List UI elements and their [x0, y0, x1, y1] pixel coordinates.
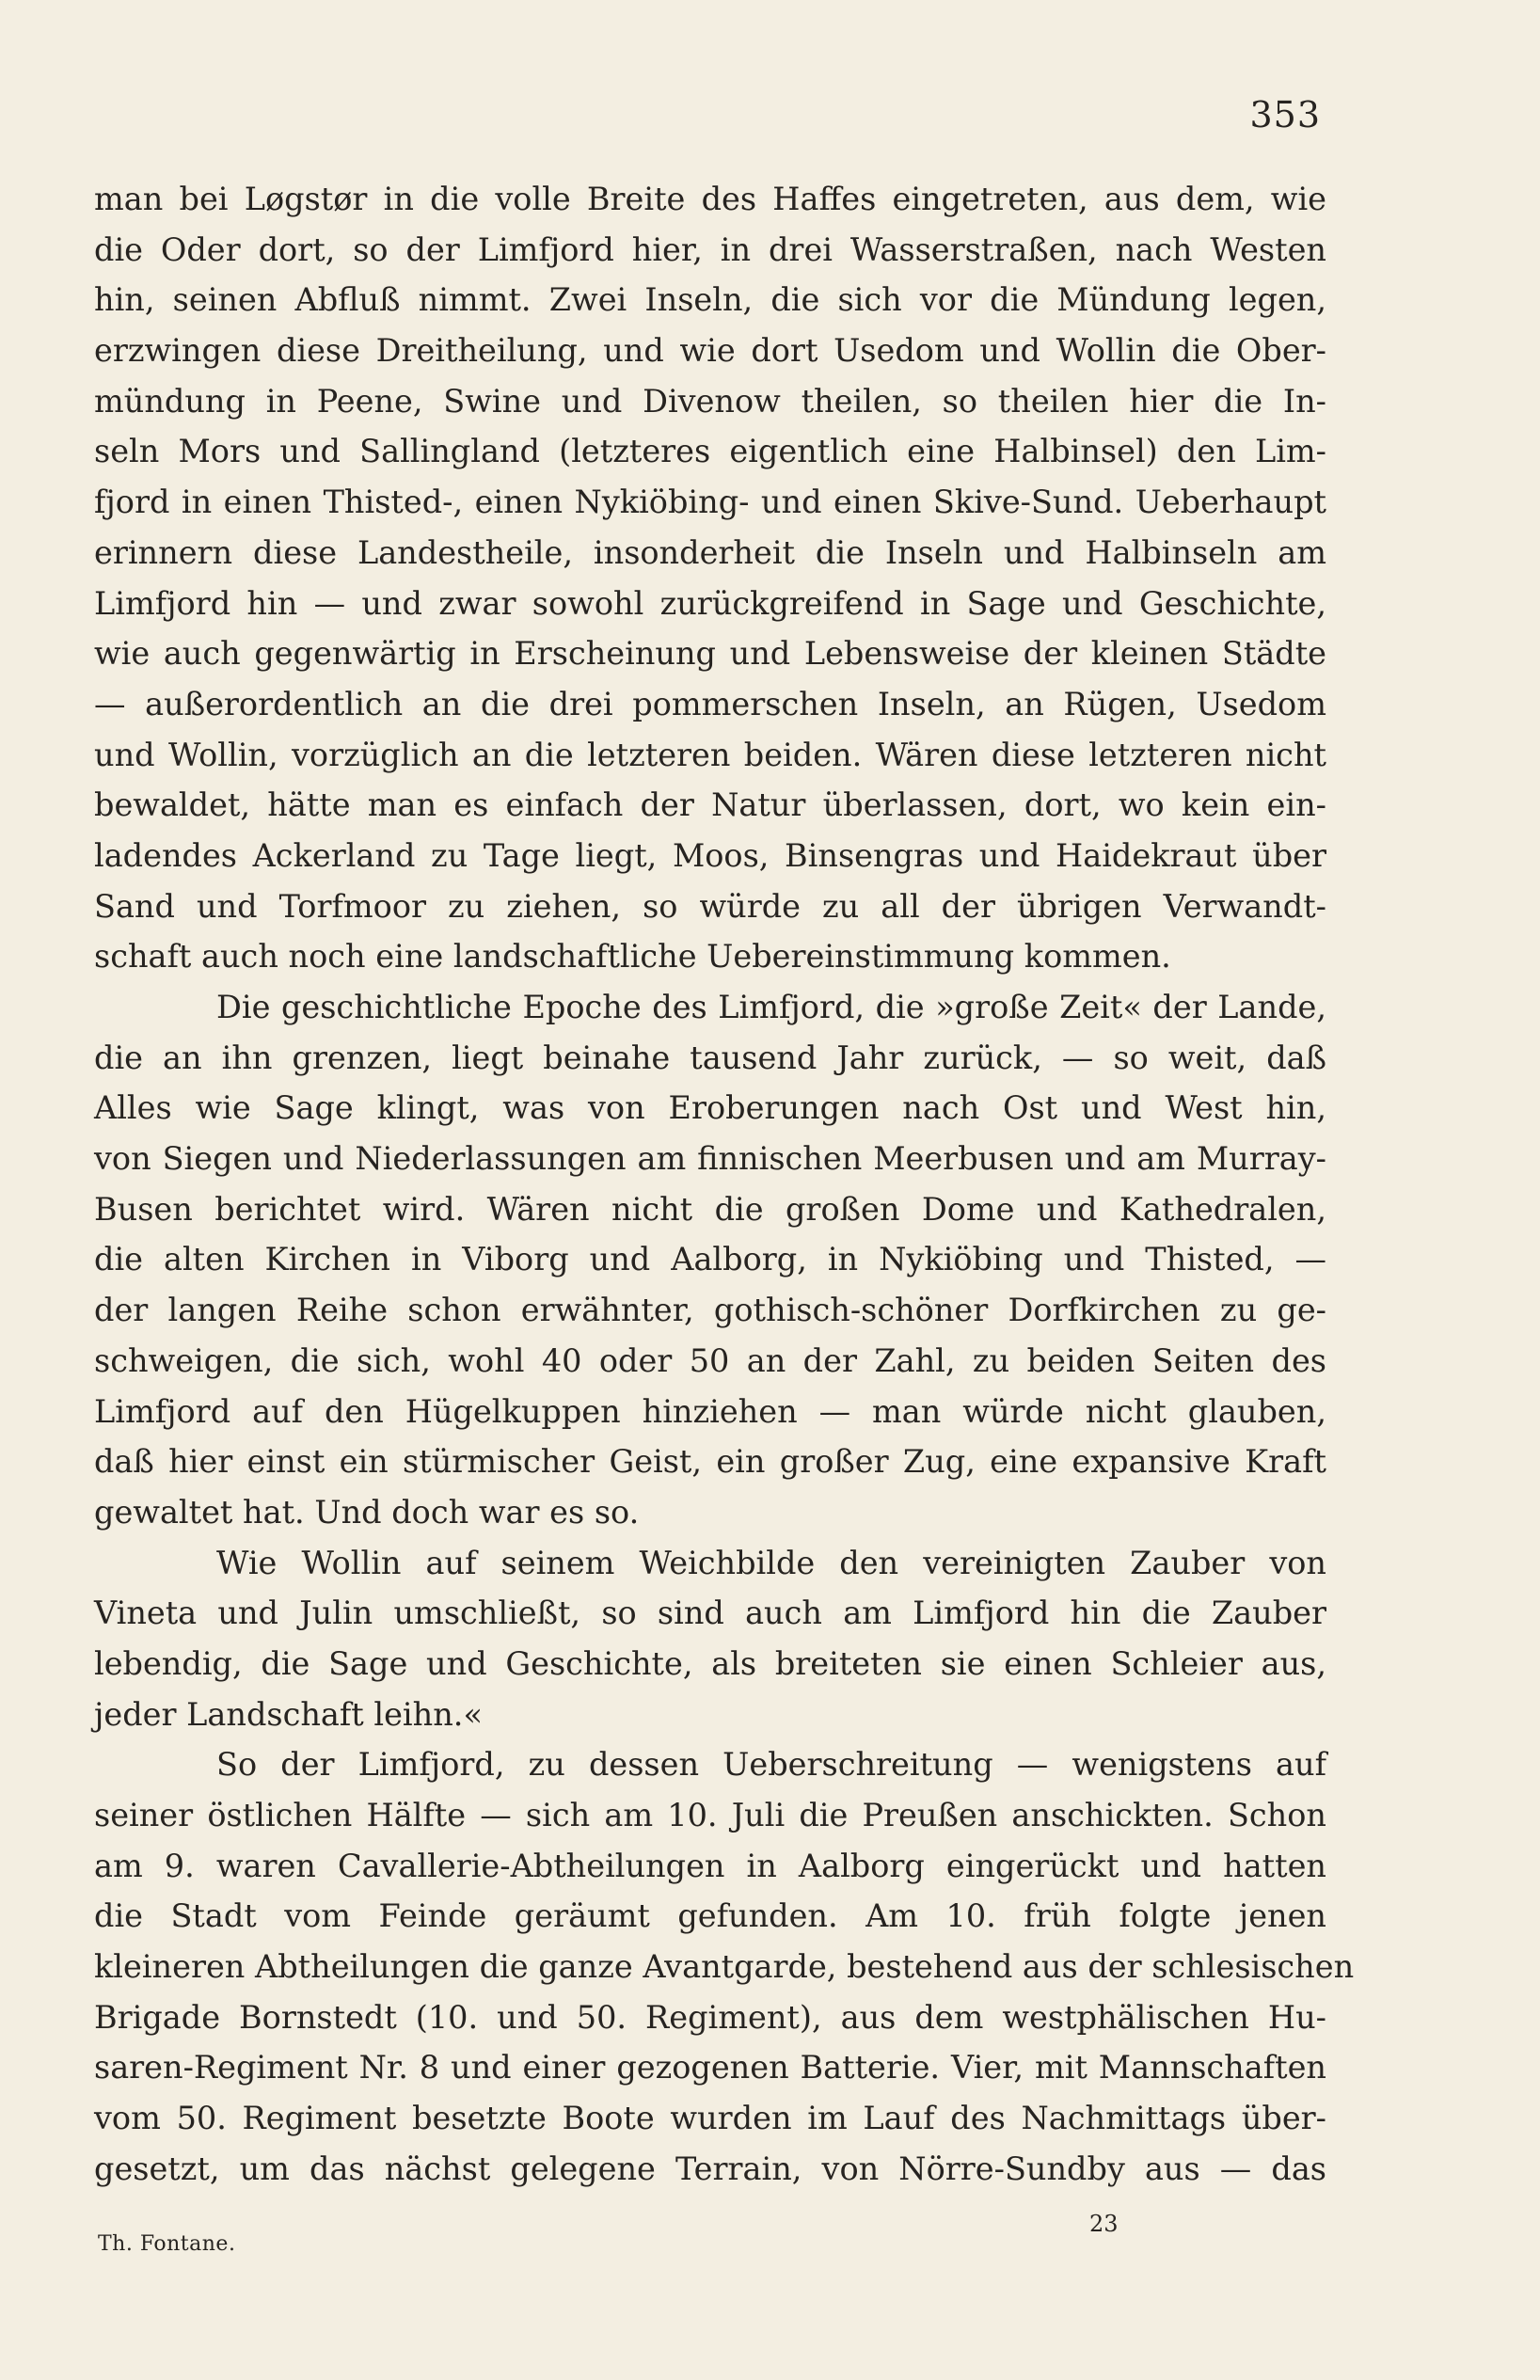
text-line: Sand und Torfmoor zu ziehen, so würde zu all der übrigen Verwandt- [94, 887, 1326, 925]
text-line: Busen berichtet wird. Wären nicht die großen Dome und Kathedralen, [94, 1190, 1326, 1228]
text-line: Vineta und Julin umschließt, so sind auch am Limfjord hin die Zauber [94, 1595, 1326, 1632]
text-line: bewaldet, hätte man es einfach der Natur überlassen, dort, wo kein ein- [94, 786, 1326, 824]
text-line: Limfjord auf den Hügelkuppen hinziehen — man würde nicht glauben, [94, 1392, 1326, 1430]
text-line: wie auch gegenwärtig in Erscheinung und Lebensweise der kleinen Städte [94, 635, 1326, 673]
text-line: mündung in Peene, Swine und Divenow theilen, so theilen hier die In- [94, 382, 1326, 420]
text-line: jeder Landschaft leihn.« [94, 1695, 483, 1733]
text-line: man bei Løgstør in die volle Breite des Haffes eingetreten, aus dem, wie [94, 181, 1326, 217]
text-line: die Oder dort, so der Limfjord hier, in drei Wasserstraßen, nach Westen [94, 230, 1326, 268]
text-line: seiner östlichen Hälfte — sich am 10. Juli die Preußen anschickten. Schon [94, 1797, 1326, 1833]
text-line: vom 50. Regiment besetzte Boote wurden im Lauf des Nachmittags über- [94, 2100, 1326, 2137]
text-line: erzwingen diese Dreitheilung, und wie dort Usedom und Wollin die Ober- [94, 332, 1326, 370]
body-text [94, 174, 1355, 2195]
text-line: Alles wie Sage klingt, was von Eroberungen nach Ost und West hin, [94, 1089, 1326, 1127]
text-line: fjord in einen Thisted-, einen Nykiöbing- und einen Skive-Sund. Ueberhaupt [94, 484, 1326, 521]
text-line: gesetzt, um das nächst gelegene Terrain, von Nörre-Sundby aus — das [94, 2150, 1326, 2187]
text-line: erinnern diese Landestheile, insonderheit die Inseln und Halbinseln am [94, 533, 1326, 571]
text-line: die an ihn grenzen, liegt beinahe tausend Jahr zurück, — so weit, daß [94, 1039, 1326, 1076]
paragraph [94, 1739, 1355, 2194]
text-line: und Wollin, vorzüglich an die letzteren beiden. Wären diese letzteren nicht [94, 736, 1326, 773]
text-line: hin, seinen Abfluß nimmt. Zwei Inseln, die sich vor die Mündung legen, [94, 281, 1326, 319]
text-line: — außerordentlich an die drei pommerschen Inseln, an Rügen, Usedom [94, 685, 1326, 722]
text-line: Die geschichtliche Epoche des Limfjord, die »große Zeit« der Lande, [216, 989, 1326, 1025]
text-line: ladendes Ackerland zu Tage liegt, Moos, Binsengras und Haidekraut über [94, 836, 1326, 874]
text-line: von Siegen und Niederlassungen am finnischen Meerbusen und am Murray- [94, 1140, 1326, 1178]
page-number: 353 [1249, 94, 1321, 135]
text-line: seln Mors und Sallingland (letzteres eigentlich eine Halbinsel) den Lim- [94, 433, 1326, 470]
text-line: die alten Kirchen in Viborg und Aalborg, in Nykiöbing und Thisted, — [94, 1241, 1326, 1278]
text-line: gewaltet hat. Und doch war es so. [94, 1493, 640, 1531]
text-line: der langen Reihe schon erwähnter, gothisch-schöner Dorfkirchen zu ge- [94, 1292, 1326, 1329]
text-line: schaft auch noch eine landschaftliche Uebereinstimmung kommen. [94, 938, 1171, 976]
text-line: schweigen, die sich, wohl 40 oder 50 an der Zahl, zu beiden Seiten des [94, 1341, 1326, 1379]
text-line: lebendig, die Sage und Geschichte, als breiteten sie einen Schleier aus, [94, 1644, 1326, 1682]
text-line: So der Limfjord, zu dessen Ueberschreitung — wenigstens auf [216, 1746, 1326, 1784]
paragraph [94, 1538, 1326, 1740]
signature-number: 23 [1089, 2211, 1119, 2237]
text-line: daß hier einst ein stürmischer Geist, ein großer Zug, eine expansive Kraft [94, 1443, 1326, 1481]
text-line: Brigade Bornstedt (10. und 50. Regiment), aus dem westphälischen Hu- [94, 1998, 1326, 2036]
footer-signature-mark: Th. Fontane. [98, 2232, 236, 2256]
text-line: die Stadt vom Feinde geräumt gefunden. Am 10. früh folgte jenen [94, 1897, 1326, 1935]
text-line: Limfjord hin — und zwar sowohl zurückgreifend in Sage und Geschichte, [94, 584, 1326, 622]
text-line: saren-Regiment Nr. 8 und einer gezogenen Batterie. Vier, mit Mannschaften [94, 2049, 1326, 2086]
paragraph [94, 982, 1326, 1538]
text-line: am 9. waren Cavallerie-Abtheilungen in Aalborg eingerückt und hatten [94, 1847, 1326, 1884]
text-line: kleineren Abtheilungen die ganze Avantgarde, bestehend aus der schlesischen [94, 1948, 1355, 1986]
text-line: Wie Wollin auf seinem Weichbilde den vereinigten Zauber von [216, 1544, 1326, 1581]
paragraph [94, 174, 1326, 982]
